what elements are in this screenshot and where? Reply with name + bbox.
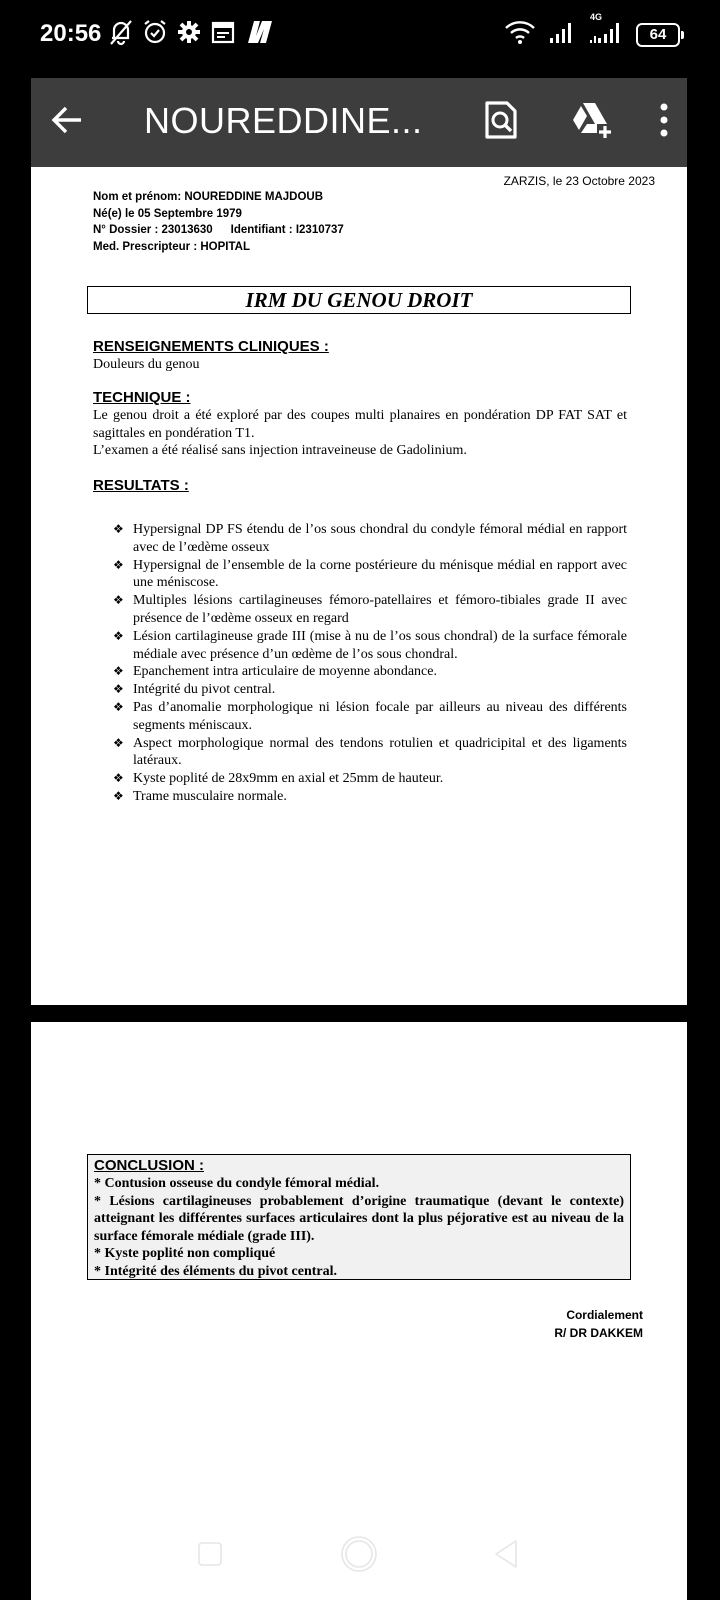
status-notification-icons (108, 18, 276, 51)
home-button[interactable] (337, 1534, 381, 1578)
prescriber: Med. Prescripteur : HOPITAL (93, 240, 250, 253)
conclusion-box (87, 1154, 631, 1280)
signature (554, 1306, 643, 1342)
patient-identifier: Identifiant : I2310737 (230, 224, 344, 236)
results-heading: RESULTATS : (93, 477, 189, 494)
list-item: ❖ Hypersignal DP FS étendu de l’os sous chondral du condyle fémoral médial en rapport avec de l’œdème osseux (113, 521, 627, 557)
more-vert-icon (659, 102, 669, 143)
list-item: ❖ Aspect morphologique normal des tendons rotulien et quadricipital et des ligaments latéraux. (113, 735, 627, 771)
home-circle-icon (339, 1534, 379, 1579)
signal-icon (548, 18, 576, 51)
wifi-icon (504, 18, 536, 51)
list-item: ❖ Hypersignal de l’ensemble de la corne postérieure du ménisque médial en rapport avec une méniscose. (113, 557, 627, 593)
clinical-section (93, 338, 627, 374)
clinical-text: Douleurs du genou (93, 357, 200, 372)
alarm-icon (142, 18, 168, 51)
conclusion-heading: CONCLUSION : (94, 1157, 204, 1174)
recents-square-icon (196, 1540, 224, 1573)
status-system-icons (504, 12, 680, 51)
clinical-heading: RENSEIGNEMENTS CLINIQUES : (93, 338, 329, 355)
list-item: ❖ Kyste poplité de 28x9mm en axial et 25mm de hauteur. (113, 770, 627, 788)
netflix-icon (244, 18, 276, 51)
list-item: ❖ Trame musculaire normale. (113, 788, 627, 806)
patient-name: Nom et prénom: NOUREDDINE MAJDOUB (93, 191, 324, 203)
signature-greeting: Cordialement (566, 1308, 643, 1322)
technique-line-1: Le genou droit a été exploré par des coupes multi planaires en pondération DP FAT SAT et sagittales en pondération T1. (93, 408, 627, 441)
document-title: NOUREDDINE... (144, 100, 423, 141)
technique-line-2: L’examen a été réalisé sans injection intraveineuse de Gadolinium. (93, 443, 467, 458)
battery-icon: 64 (636, 23, 680, 47)
list-item: ❖ Pas d’anomalie morphologique ni lésion focale par ailleurs au niveau des différents segments méniscaux. (113, 699, 627, 735)
nav-back-button[interactable] (484, 1534, 528, 1578)
patient-birth: Né(e) le 05 Septembre 1979 (93, 207, 242, 220)
dossier-number: N° Dossier : 23013630 (93, 224, 213, 236)
conclusion-item: * Intégrité des éléments du pivot central. (94, 1263, 338, 1279)
list-item: ❖ Epanchement intra articulaire de moyenne abondance. (113, 663, 627, 681)
back-triangle-icon (492, 1538, 520, 1575)
navigation-bar (0, 1510, 720, 1600)
report-date: ZARZIS, le 23 Octobre 2023 (503, 174, 655, 188)
report-title-box (87, 286, 631, 314)
app-bar (31, 78, 687, 167)
list-item: ❖ Multiples lésions cartilagineuses fémoro-patellaires et fémoro-tibiales grade II avec présence de l’œdème osseux en regard (113, 592, 627, 628)
signature-doctor: R/ DR DAKKEM (554, 1326, 643, 1340)
signal-4g-icon (588, 12, 624, 51)
patient-ids (93, 222, 344, 239)
status-bar (0, 0, 720, 72)
list-item: ❖ Intégrité du pivot central. (113, 681, 627, 699)
network-type-label: 4G (590, 12, 603, 22)
technique-heading: TECHNIQUE : (93, 389, 191, 406)
document-page-1 (31, 167, 687, 1005)
more-options-button[interactable] (641, 92, 687, 152)
results-list (113, 521, 627, 806)
conclusion-item: * Lésions cartilagineuses probablement d’origine traumatique (devant le contexte) atteignant les différentes surfaces articulaires dont la plus péjorative est au niveau de la surface fémorale médiale (grade III). (94, 1193, 624, 1244)
patient-info (93, 189, 344, 255)
gear-icon (176, 18, 202, 51)
list-item: ❖ Lésion cartilagineuse grade III (mise à nu de l’os sous chondral) de la surface fémorale médiale avec présence d’un œdème de l’os sous chondral. (113, 628, 627, 664)
status-time: 20:56 (40, 20, 102, 47)
conclusion-item: * Kyste poplité non compliqué (94, 1246, 276, 1262)
results-section (93, 477, 627, 495)
bell-off-icon (108, 18, 134, 51)
document-search-icon (483, 100, 519, 145)
back-button[interactable] (37, 92, 97, 152)
recents-button[interactable] (188, 1534, 232, 1578)
back-arrow-icon (49, 102, 85, 143)
add-to-drive-button[interactable] (561, 92, 621, 152)
search-in-document-button[interactable] (471, 92, 531, 152)
drive-add-icon (569, 100, 613, 145)
technique-section (93, 389, 627, 460)
conclusion-item: * Contusion osseuse du condyle fémoral médial. (94, 1176, 380, 1191)
report-title: IRM DU GENOU DROIT (245, 287, 473, 312)
calendar-icon (210, 18, 236, 51)
